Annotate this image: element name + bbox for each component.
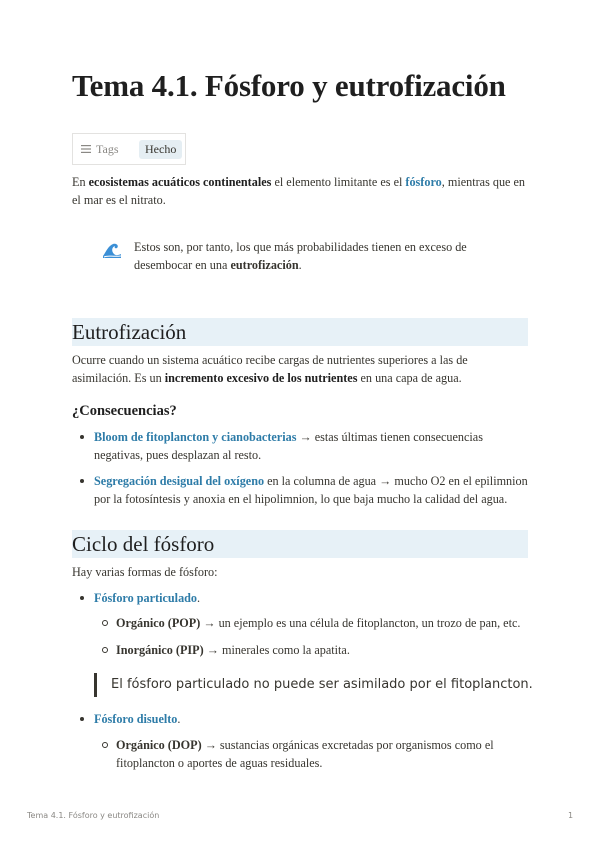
intro-paragraph: En ecosistemas acuáticos continentales el elemento limitante es el fósforo, mientras que en el mar es el nitrato. <box>72 175 526 207</box>
bloom-link[interactable]: Bloom de fitoplancton y cianobacterias <box>94 430 297 444</box>
consecuencias-heading: ¿Consecuencias? <box>72 403 177 419</box>
list-icon <box>81 145 91 153</box>
disuelto-list <box>72 710 528 728</box>
list-item: Inorgánico (PIP) → minerales como la apatita. <box>94 641 528 659</box>
tag-badge[interactable]: Hecho <box>139 140 182 159</box>
eutrofizacion-paragraph: Ocurre cuando un sistema acuático recibe cargas de nutrientes superiores a las de asimilación. Es un incremento excesivo de los nutrientes en una capa de agua. <box>72 353 468 385</box>
tags-label-wrap <box>73 142 139 157</box>
segregacion-link[interactable]: Segregación desigual del oxígeno <box>94 474 265 488</box>
particulado-sublist <box>94 614 528 659</box>
list-item: Orgánico (DOP) → sustancias orgánicas excretadas por organismos como el fitoplancton o aportes de aguas residuales. <box>94 736 504 772</box>
particulado-list <box>72 589 528 607</box>
quote-block: El fósforo particulado no puede ser asimilado por el fitoplancton. <box>94 673 514 697</box>
footer-title: Tema 4.1. Fósforo y eutrofización <box>27 811 160 820</box>
tags-property[interactable] <box>72 133 186 165</box>
callout-text: Estos son, por tanto, los que más probabilidades tienen en exceso de desembocar en una eutrofización. <box>134 240 467 272</box>
ciclo-intro: Hay varias formas de fósforo: <box>72 565 218 579</box>
section-heading-eutrofizacion: Eutrofización <box>72 318 528 346</box>
section-heading-ciclo: Ciclo del fósforo <box>72 530 528 558</box>
list-item: Segregación desigual del oxígeno en la columna de agua → mucho O2 en el epilimnion por la fotosíntesis y anoxia en el hipolimnion, lo que baja mucho la calidad del agua. <box>72 472 528 508</box>
tags-label: Tags <box>96 141 119 156</box>
particulado-link[interactable]: Fósforo particulado <box>94 591 198 605</box>
disuelto-link[interactable]: Fósforo disuelto <box>94 712 178 726</box>
page-number: 1 <box>568 811 574 820</box>
wave-icon <box>102 240 122 260</box>
list-item: Fósforo disuelto. <box>72 710 528 728</box>
list-item: Orgánico (POP) → un ejemplo es una célula de fitoplancton, un trozo de pan, etc. <box>94 614 528 632</box>
disuelto-sublist <box>94 736 504 772</box>
page-title: Tema 4.1. Fósforo y eutrofización <box>72 68 506 103</box>
list-item: Bloom de fitoplancton y cianobacterias → estas últimas tienen consecuencias negativas, pues desplazan al resto. <box>72 428 528 464</box>
phosphorus-link[interactable]: fósforo <box>405 175 442 189</box>
list-item: Fósforo particulado. <box>72 589 528 607</box>
consecuencias-list <box>72 428 528 508</box>
